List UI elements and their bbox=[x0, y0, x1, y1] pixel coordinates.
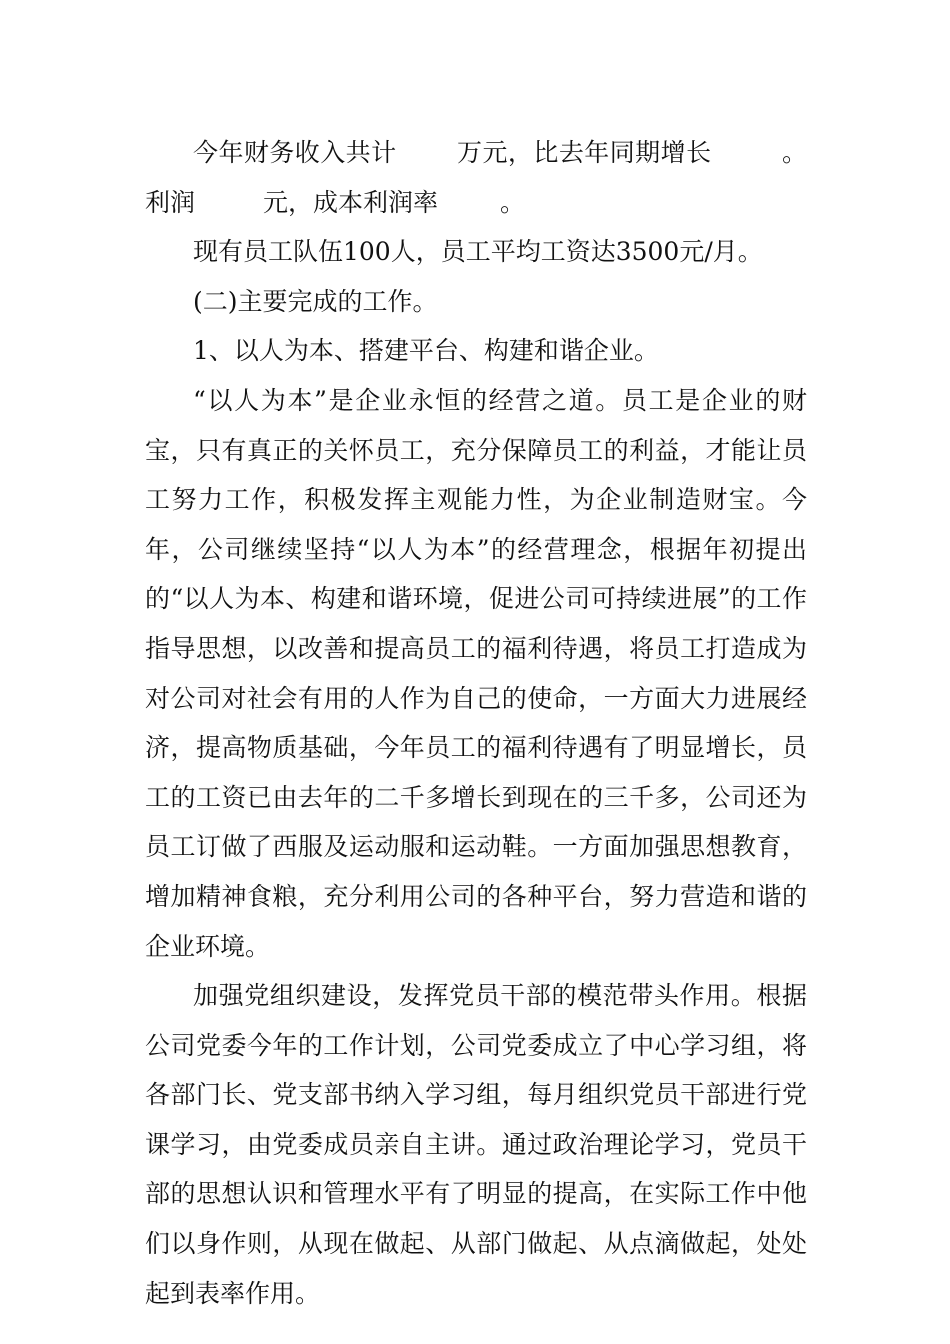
finance-text-4: 元，成本利润率 bbox=[263, 187, 439, 217]
finance-text-2: 万元，比去年同期增长 bbox=[456, 138, 712, 167]
section-heading: (二)主要完成的工作。 bbox=[193, 286, 438, 316]
people-oriented-paragraph: “以人为本”是企业永恒的经营之道。员工是企业的财宝，只有真正的关怀员工，充分保障员工的利益，才能让员工努力工作，积极发挥主观能力性，为企业制造财宝。今年，公司继续坚持“以人为本”的经营理念，根据年初提出的“以人为本、构建和谐环境，促进公司可持续进展”的工作指导思想，以改善和提高员工的福利待遇，将员工打造成为对公司对社会有用的人作为自己的使命，一方面大力进展经济，提高物质基础，今年员工的福利待遇有了明显增长，员工的工资已由去年的二千多增长到现在的三千多，公司还为员工订做了西服及运动服和运动鞋。一方面加强思想教育，增加精神食粮，充分利用公司的各种平台，努力营造和谐的企业环境。 bbox=[145, 385, 807, 961]
subsection-heading: 1、以人为本、搭建平台、构建和谐企业。 bbox=[193, 336, 659, 366]
finance-text-1: 今年财务收入共计 bbox=[193, 138, 397, 167]
party-building-paragraph: 加强党组织建设，发挥党员干部的模范带头作用。根据公司党委今年的工作计划，公司党委成立了中心学习组，将各部门长、党支部书纳入学习组，每月组织党员干部进行党课学习，由党委成员亲自主讲。通过政治理论学习，党员干部的思想认识和管理水平有了明显的提高，在实际工作中他们以身作则，从现在做起、从部门做起、从点滴做起，处处起到表率作用。 bbox=[145, 981, 807, 1308]
finance-paragraph bbox=[145, 128, 807, 227]
finance-text-3: 。利润 bbox=[145, 138, 807, 217]
staff-paragraph: 现有员工队伍100人，员工平均工资达3500元/月。 bbox=[193, 237, 763, 267]
finance-text-5: 。 bbox=[500, 187, 526, 217]
document-body bbox=[145, 128, 807, 1318]
